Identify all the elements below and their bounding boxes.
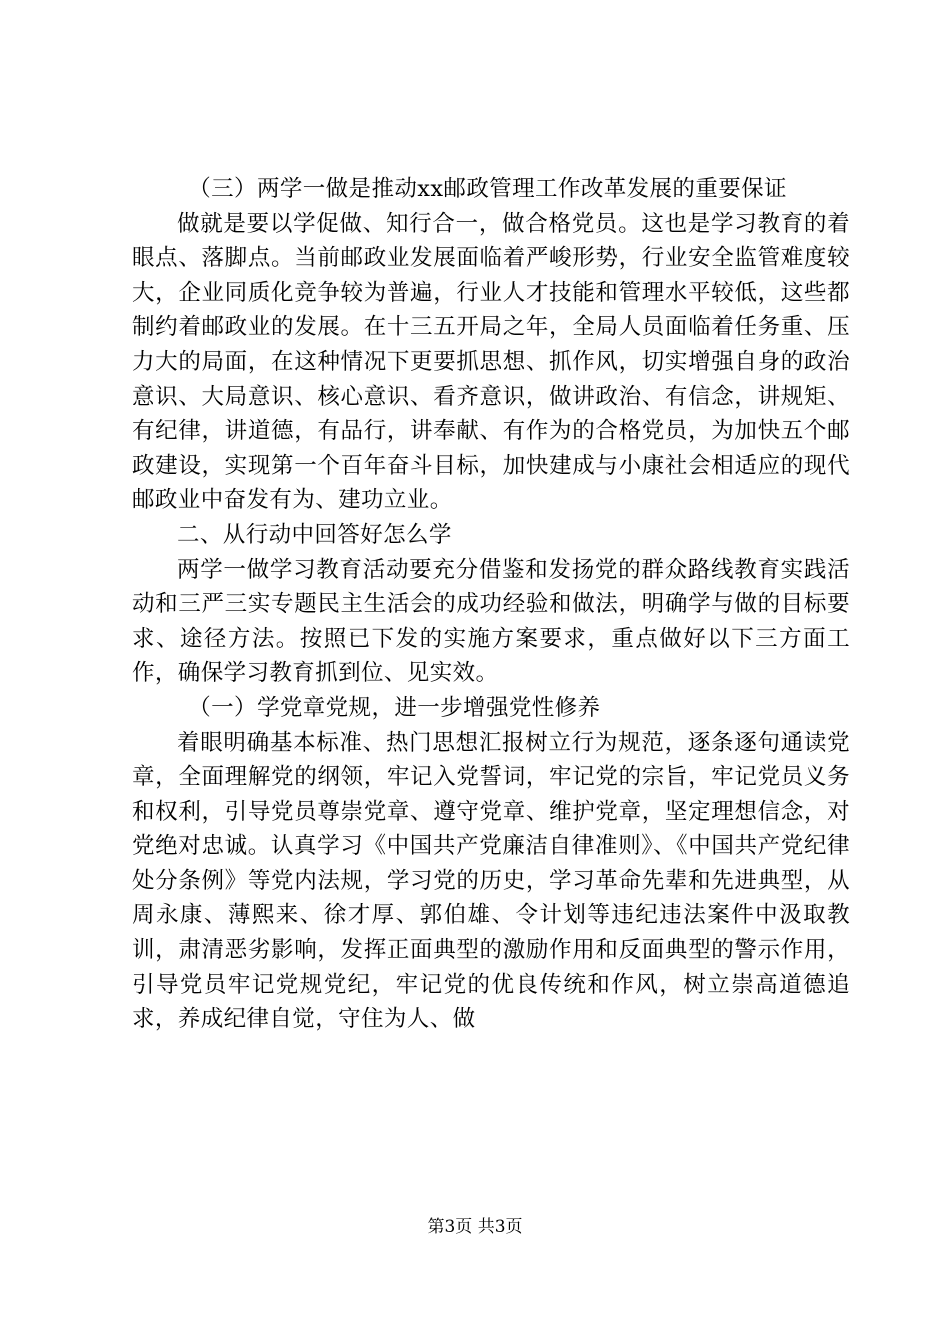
page-footer: 第3页 共3页: [427, 1217, 523, 1237]
document-body: [132, 172, 850, 1037]
paragraph-3: 着眼明确基本标准、热门思想汇报树立行为规范，逐条逐句通读党章，全面理解党的纲领，牢记入党誓词，牢记党的宗旨，牢记党员义务和权利，引导党员尊崇党章、遵守党章、维护党章，坚定理想信念，对党绝对忠诚。认真学习《中国共产党廉洁自律准则》、《中国共产党纪律处分条例》等党内法规，学习党的历史，学习革命先辈和先进典型，从周永康、薄熙来、徐才厚、郭伯雄、令计划等违纪违法案件中汲取教训，肃清恶劣影响，发挥正面典型的激励作用和反面典型的警示作用，引导党员牢记党规党纪，牢记党的优良传统和作风，树立崇高道德追求，养成纪律自觉，守住为人、做: [132, 729, 850, 1033]
paragraph-2: 两学一做学习教育活动要充分借鉴和发扬党的群众路线教育实践活动和三严三实专题民主生活会的成功经验和做法，明确学与做的目标要求、途径方法。按照已下发的实施方案要求，重点做好以下三方面工作，确保学习教育抓到位、见实效。: [132, 556, 850, 687]
paragraph-1: 做就是要以学促做、知行合一，做合格党员。这也是学习教育的着眼点、落脚点。当前邮政业发展面临着严峻形势，行业安全监管难度较大，企业同质化竞争较为普遍，行业人才技能和管理水平较低，这些都制约着邮政业的发展。在十三五开局之年，全局人员面临着任务重、压力大的局面，在这种情况下更要抓思想、抓作风，切实增强自身的政治意识、大局意识、核心意识、看齐意识，做讲政治、有信念，讲规矩、有纪律，讲道德，有品行，讲奉献、有作为的合格党员，为加快五个邮政建设，实现第一个百年奋斗目标，加快建成与小康社会相适应的现代邮政业中奋发有为、建功立业。: [132, 210, 850, 514]
section-heading-3: （三）两学一做是推动xx邮政管理工作改革发展的重要保证: [188, 176, 787, 202]
section-heading-2: 二、从行动中回答好怎么学: [177, 521, 452, 548]
section-heading-2-1: （一）学党章党规，进一步增强党性修养: [188, 694, 601, 721]
